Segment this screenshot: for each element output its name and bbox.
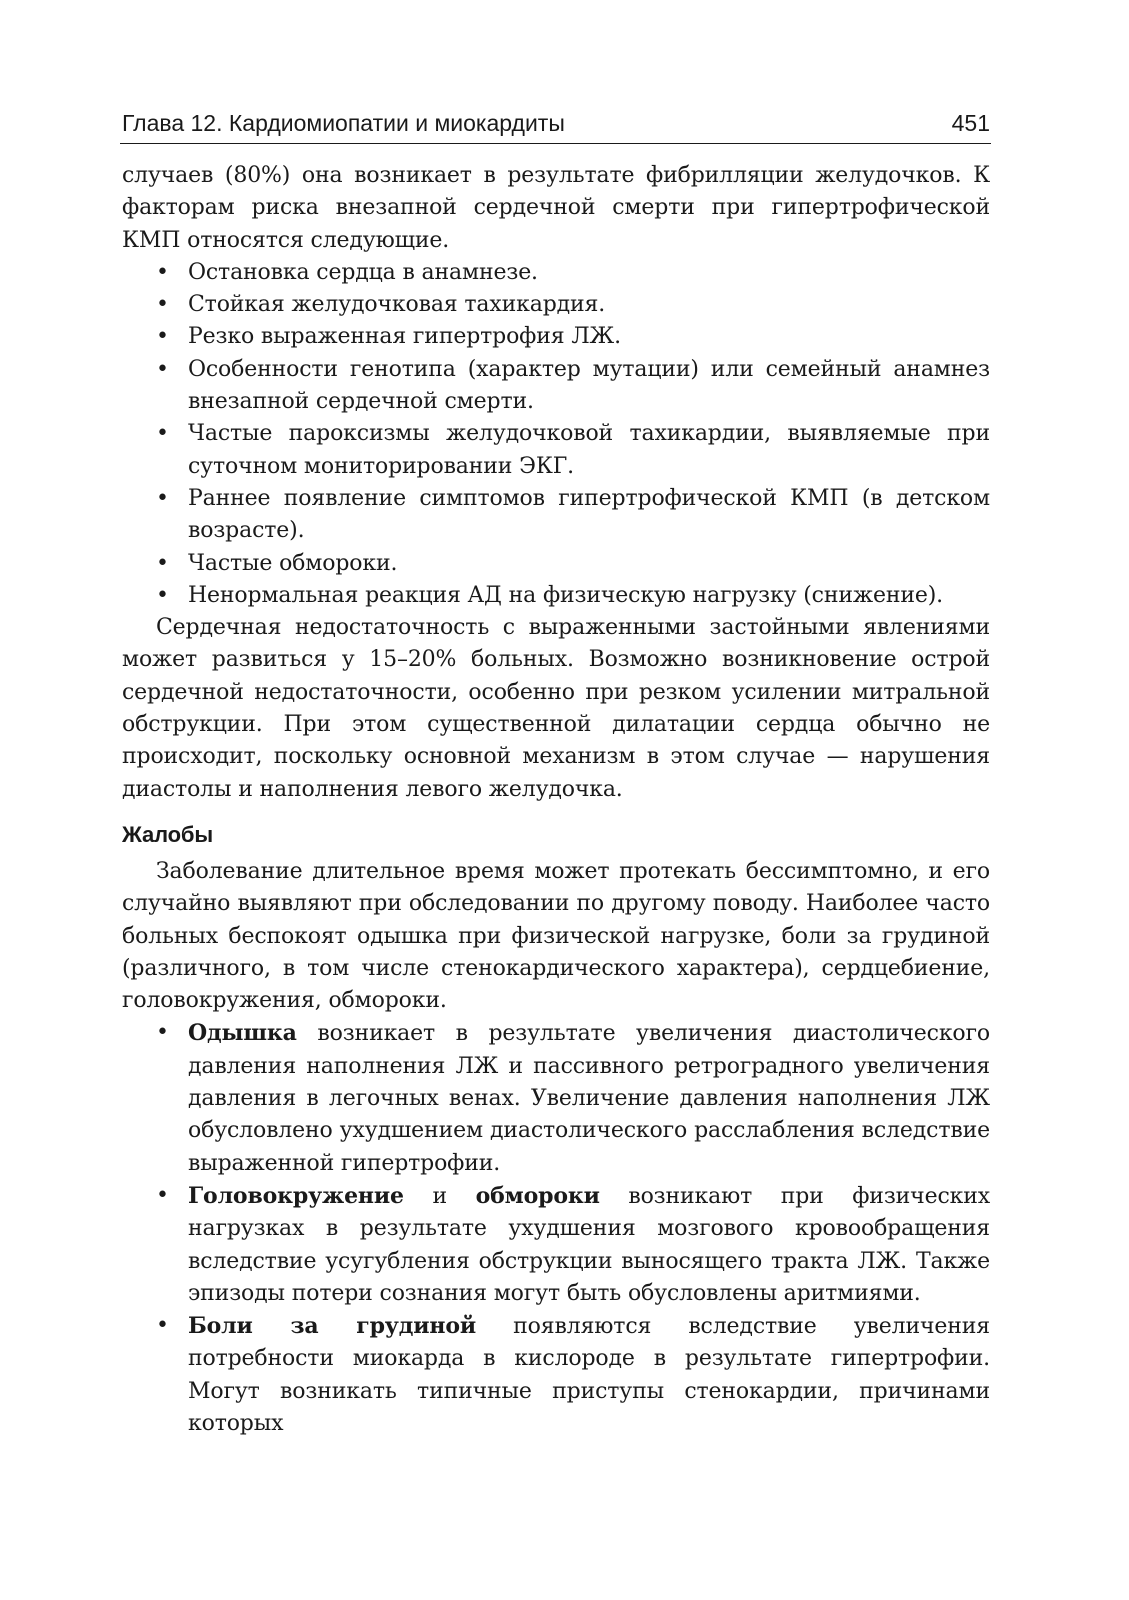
bullet-icon: • <box>156 259 169 285</box>
intro-paragraph: случаев (80%) она возникает в результате фибрилляции желудочков. К факторам риска внезапной сердечной смерти при гипертрофической КМП относятся следующие. <box>122 163 990 253</box>
bullet-icon: • <box>156 550 169 576</box>
term-dyspnea: Одышка <box>188 1020 297 1047</box>
list-item-text: Раннее появление симптомов гипертрофической КМП (в детском возрасте). <box>188 485 990 544</box>
list-item-text: Стойкая желудочковая тахикардия. <box>188 292 606 318</box>
complaints-list <box>122 1017 990 1440</box>
list-item-text: Резко выраженная гипертрофия ЛЖ. <box>188 324 621 350</box>
bullet-icon: • <box>156 582 169 608</box>
bullet-icon: • <box>156 421 169 447</box>
list-item <box>122 289 990 321</box>
risk-factors-list <box>122 257 990 612</box>
list-item <box>122 354 990 419</box>
complaints-paragraph: Заболевание длительное время может протекать бессимптомно, и его случайно выявляют при обследовании по другому поводу. Наиболее часто больных беспокоят одышка при физической нагрузке, боли за грудиной (различного, в том числе стенокардического характера), сердцебиение, головокружения, обмороки. <box>122 858 990 1014</box>
bullet-icon: • <box>156 324 169 350</box>
bullet-icon: • <box>156 1020 169 1046</box>
running-header <box>122 110 990 137</box>
list-item <box>122 1310 990 1440</box>
list-item <box>122 580 990 612</box>
header-rule <box>120 143 991 144</box>
term-connector: и <box>403 1183 476 1209</box>
list-item <box>122 257 990 289</box>
page-number: 451 <box>951 110 990 136</box>
term-chest-pain: Боли за грудиной <box>188 1313 477 1340</box>
list-item <box>122 483 990 548</box>
list-item-text: Частые обмороки. <box>188 550 398 576</box>
list-item <box>122 418 990 483</box>
list-item <box>122 1017 990 1179</box>
bullet-icon: • <box>156 485 169 511</box>
page-body <box>122 160 990 1440</box>
chapter-title: Глава 12. Кардиомиопатии и миокардиты <box>122 110 565 136</box>
list-item <box>122 321 990 353</box>
heart-failure-paragraph: Сердечная недостаточность с выраженными застойными явлениями может развиться у 15–20% больных. Возможно возникновение острой сердечной недостаточности, особенно при резком усилении митральной обструкции. При этом существенной дилатации сердца обычно не происходит, поскольку основной механизм в этом случае — нарушения диастолы и наполнения левого желудочка. <box>122 615 990 802</box>
list-item-text: Особенности генотипа (характер мутации) или семейный анамнез внезапной сердечной смерти. <box>188 356 990 415</box>
list-item <box>122 1180 990 1310</box>
term-syncope: обмороки <box>475 1182 600 1209</box>
list-item-text: появляются вследствие увеличения потребности миокарда в кислороде в результате гипертрофии. Могут возникать типичные приступы стенокардии, причинами которых <box>188 1314 990 1436</box>
term-dizziness: Головокружение <box>188 1182 404 1209</box>
list-item-text: Остановка сердца в анамнезе. <box>188 259 538 285</box>
section-heading-complaints: Жалобы <box>122 821 213 847</box>
list-item-text: возникает в результате увеличения диастолического давления наполнения ЛЖ и пассивного ретроградного увеличения давления в легочных венах. Увеличение давления наполнения ЛЖ обусловлено ухудшением диастолического расслабления вследствие выраженной гипертрофии. <box>188 1021 990 1176</box>
list-item-text: Частые пароксизмы желудочковой тахикардии, выявляемые при суточном мониторировании ЭКГ. <box>188 421 990 479</box>
bullet-icon: • <box>156 356 169 382</box>
list-item-text: Ненормальная реакция АД на физическую нагрузку (снижение). <box>188 582 943 608</box>
bullet-icon: • <box>156 1313 169 1339</box>
bullet-icon: • <box>156 292 169 318</box>
list-item <box>122 548 990 580</box>
bullet-icon: • <box>156 1182 169 1208</box>
list-item-text: возникают при физических нагрузках в результате ухудшения мозгового кровообращения вследствие усугубления обструкции выносящего тракта ЛЖ. Также эпизоды потери сознания могут быть обусловлены аритмиями. <box>188 1183 990 1306</box>
